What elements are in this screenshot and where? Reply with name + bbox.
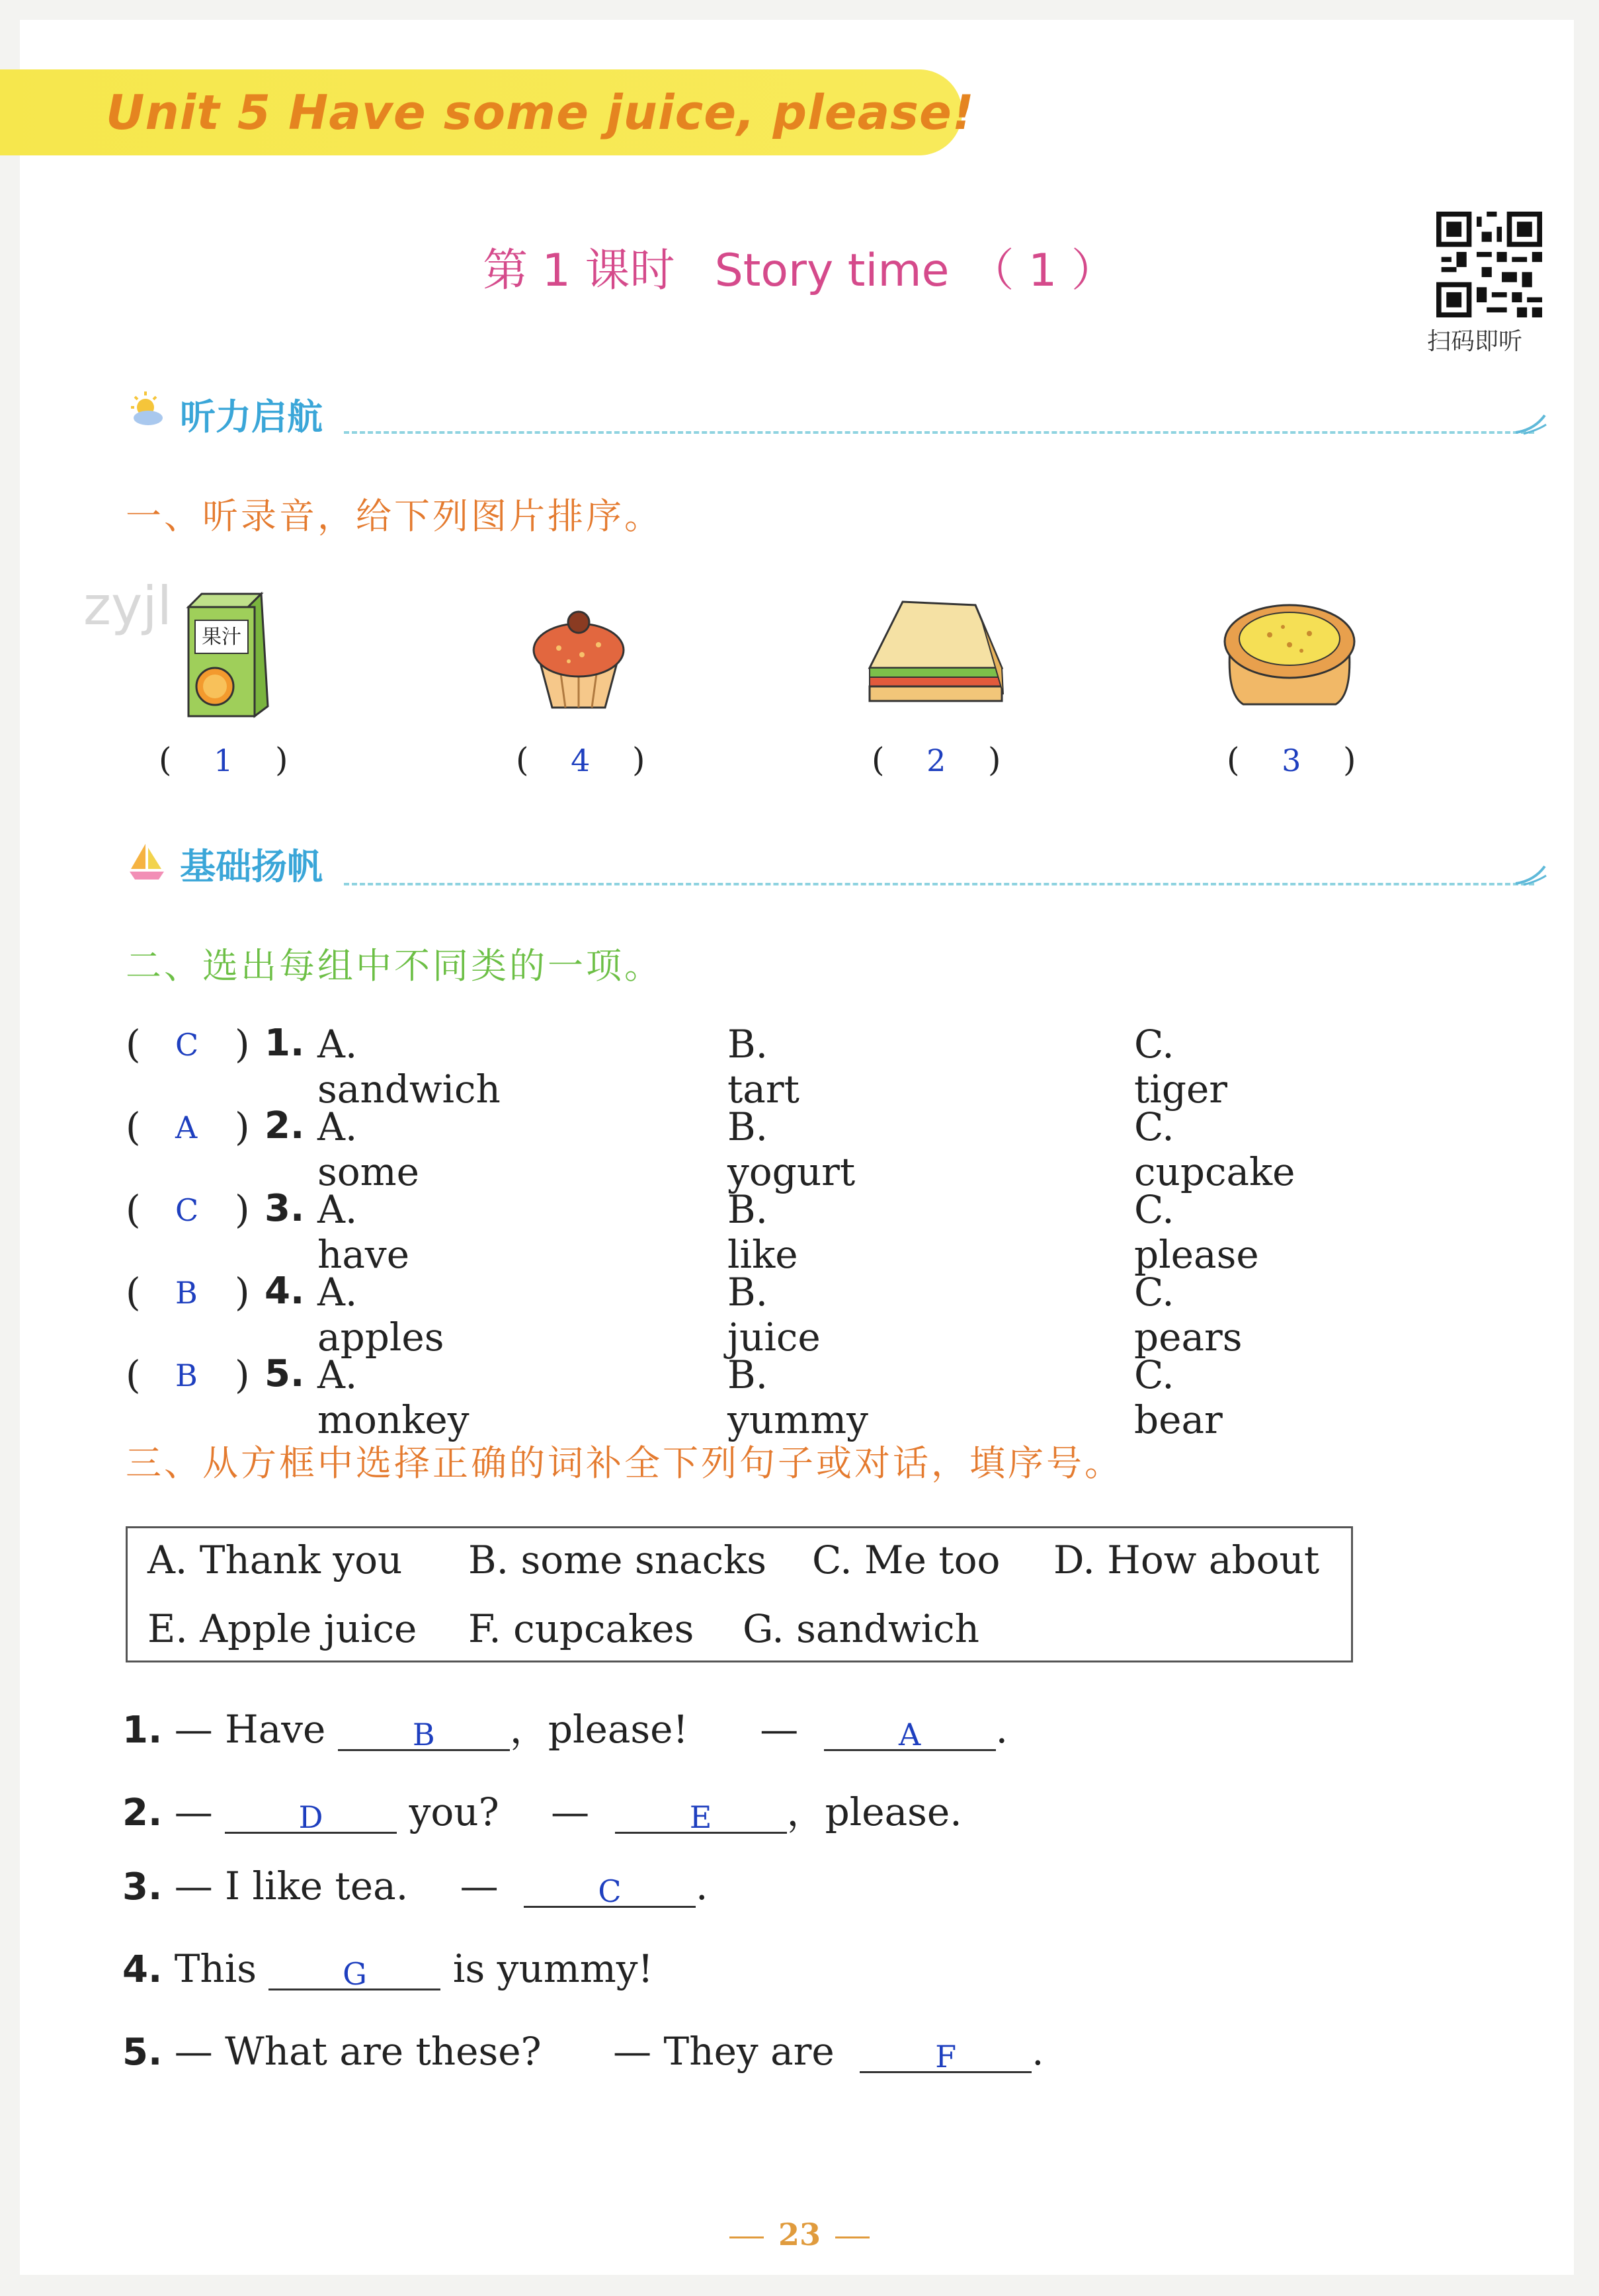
lesson-number: （ 1 ） xyxy=(969,245,1116,297)
lesson-name: Story time xyxy=(714,245,950,297)
order-answer-3[interactable]: ( 2 ) xyxy=(872,741,1001,779)
swoosh-icon xyxy=(1514,861,1547,887)
section-heading-basics: 基础扬帆 xyxy=(180,846,323,887)
section-heading-listening: 听力启航 xyxy=(180,396,323,438)
blank-input[interactable]: B xyxy=(338,1707,510,1751)
option-e: E. Apple juice xyxy=(147,1606,417,1651)
sailboat-icon xyxy=(126,840,169,883)
page-number: 23 xyxy=(0,2217,1599,2252)
fill-sentence-3: 3. — I like tea. — C . xyxy=(122,1864,708,1909)
divider-line xyxy=(344,883,1534,885)
watermark: zyjl xyxy=(83,575,172,637)
fill-sentence-4: 4. This G is yummy! xyxy=(122,1946,653,1992)
juice-label: 果汁 xyxy=(202,626,241,649)
question-2-instruction: 二、选出每组中不同类的一项。 xyxy=(126,945,663,987)
egg-tart-icon xyxy=(1217,595,1362,714)
blank-input[interactable]: F xyxy=(860,2029,1032,2073)
choice-answer[interactable]: A xyxy=(175,1110,198,1145)
sandwich-icon xyxy=(863,595,1008,708)
lesson-title xyxy=(0,235,1599,299)
lesson-part: 第 1 课时 xyxy=(483,245,675,297)
option-d: D. How about xyxy=(1053,1538,1320,1582)
blank-input[interactable]: G xyxy=(268,1946,440,1990)
option-g: G. sandwich xyxy=(743,1606,979,1651)
choice-answer[interactable]: B xyxy=(175,1275,198,1311)
sun-cloud-icon xyxy=(126,389,169,432)
option-b: B. some snacks xyxy=(468,1538,767,1582)
option-f: F. cupcakes xyxy=(468,1606,694,1651)
divider-line xyxy=(344,431,1534,434)
cupcake-icon xyxy=(522,598,635,711)
qr-label: 扫码即听 xyxy=(1427,328,1523,355)
unit-title: Unit 5 Have some juice, please! xyxy=(106,85,975,140)
blank-input[interactable]: C xyxy=(524,1864,696,1908)
choice-answer[interactable]: C xyxy=(175,1192,199,1228)
order-answer-2[interactable]: ( 4 ) xyxy=(516,741,645,779)
blank-input[interactable]: E xyxy=(615,1789,787,1834)
fill-sentence-5: 5. — What are these? — They are F . xyxy=(122,2029,1044,2074)
blank-input[interactable]: A xyxy=(824,1707,996,1751)
fill-sentence-1: 1. — Have B ，please! — A . xyxy=(122,1707,1008,1752)
qr-code-icon[interactable] xyxy=(1436,212,1542,317)
juice-carton-icon xyxy=(175,581,274,719)
option-c: C. Me too xyxy=(812,1538,1001,1582)
order-answer-1[interactable]: ( 1 ) xyxy=(159,741,288,779)
blank-input[interactable]: D xyxy=(225,1789,397,1834)
question-3-instruction: 三、从方框中选择正确的词补全下列句子或对话，填序号。 xyxy=(126,1442,1123,1484)
swoosh-icon xyxy=(1514,410,1547,436)
option-a: A. Thank you xyxy=(147,1538,403,1582)
order-answer-4[interactable]: ( 3 ) xyxy=(1227,741,1356,779)
word-box xyxy=(126,1526,1353,1662)
fill-sentence-2: 2. — D you? — E ，please. xyxy=(122,1789,962,1835)
choice-answer[interactable]: B xyxy=(175,1358,198,1393)
question-1-instruction: 一、听录音，给下列图片排序。 xyxy=(126,495,663,537)
choice-answer[interactable]: C xyxy=(175,1027,199,1063)
